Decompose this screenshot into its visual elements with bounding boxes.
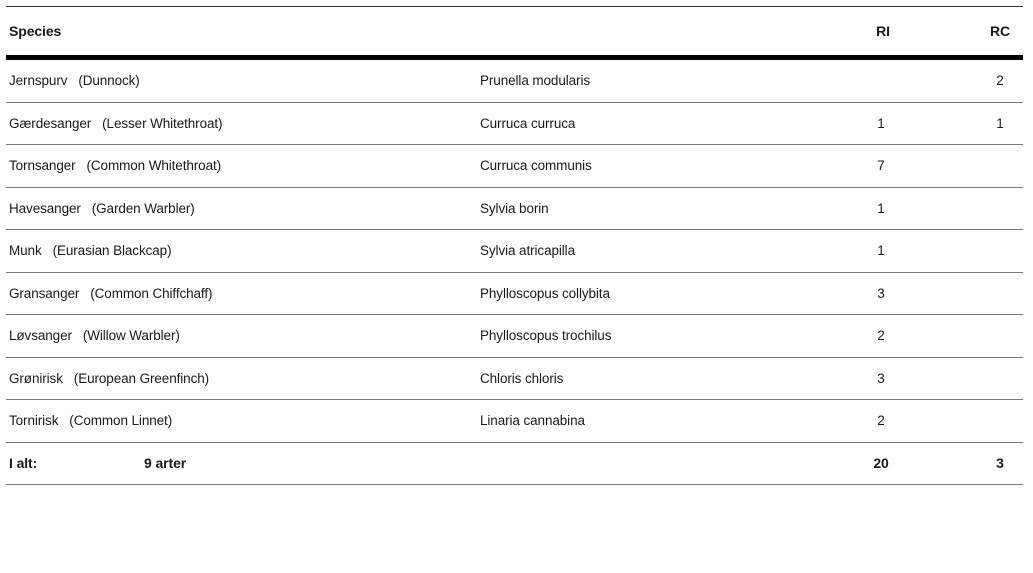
species-common-name: Grønirisk (European Greenfinch) (9, 370, 210, 386)
header-species: Species (9, 23, 62, 39)
table-row (6, 400, 1023, 443)
rc-value (976, 400, 1024, 442)
species-scientific-name: Sylvia atricapilla (480, 243, 575, 259)
table-row (6, 188, 1023, 231)
species-common-name: Gærdesanger (Lesser Whitethroat) (9, 115, 223, 131)
species-scientific-name: Prunella modularis (480, 73, 591, 89)
total-label: I alt: (9, 455, 38, 472)
table-row (6, 60, 1023, 103)
total-ri: 20 (873, 455, 889, 472)
species-common-name: Gransanger (Common Chiffchaff) (9, 285, 213, 301)
species-common-name: Havesanger (Garden Warbler) (9, 200, 195, 216)
species-scientific-name: Chloris chloris (480, 370, 564, 386)
rc-value (976, 315, 1024, 357)
species-scientific-name: Phylloscopus collybita (480, 285, 610, 301)
header-ri: RI (876, 23, 890, 39)
ri-value: 2 (877, 328, 885, 344)
rc-value (976, 145, 1024, 187)
ri-value: 2 (877, 413, 885, 429)
species-scientific-name: Phylloscopus trochilus (480, 328, 612, 344)
ri-value: 3 (877, 285, 885, 301)
table-row (6, 273, 1023, 316)
table-row (6, 315, 1023, 358)
ri-value: 1 (877, 200, 885, 216)
ri-value: 1 (877, 243, 885, 259)
rc-value (976, 188, 1024, 230)
ri-value: 3 (877, 370, 885, 386)
ri-value: 7 (877, 158, 885, 174)
rc-value (976, 358, 1024, 400)
rc-value: 2 (996, 73, 1004, 89)
species-common-name: Løvsanger (Willow Warbler) (9, 328, 180, 344)
header-rc: RC (989, 23, 1011, 39)
total-row (6, 443, 1023, 486)
species-common-name: Tornirisk (Common Linnet) (9, 413, 173, 429)
species-table (6, 6, 1023, 485)
table-row (6, 145, 1023, 188)
table-row (6, 230, 1023, 273)
species-scientific-name: Curruca communis (480, 158, 592, 174)
species-scientific-name: Linaria cannabina (480, 413, 585, 429)
table-row (6, 358, 1023, 401)
table-header (6, 7, 1023, 60)
ri-value (846, 60, 916, 102)
species-common-name: Tornsanger (Common Whitethroat) (9, 158, 222, 174)
ri-value: 1 (877, 115, 885, 131)
species-scientific-name: Sylvia borin (480, 200, 549, 216)
rc-value: 1 (996, 115, 1004, 131)
table-row (6, 103, 1023, 146)
total-rc: 3 (996, 455, 1004, 472)
total-species-count: 9 arter (144, 455, 187, 472)
species-scientific-name: Curruca curruca (480, 115, 576, 131)
rc-value (976, 273, 1024, 315)
species-common-name: Munk (Eurasian Blackcap) (9, 243, 172, 259)
species-common-name: Jernspurv (Dunnock) (9, 73, 140, 89)
rc-value (976, 230, 1024, 272)
